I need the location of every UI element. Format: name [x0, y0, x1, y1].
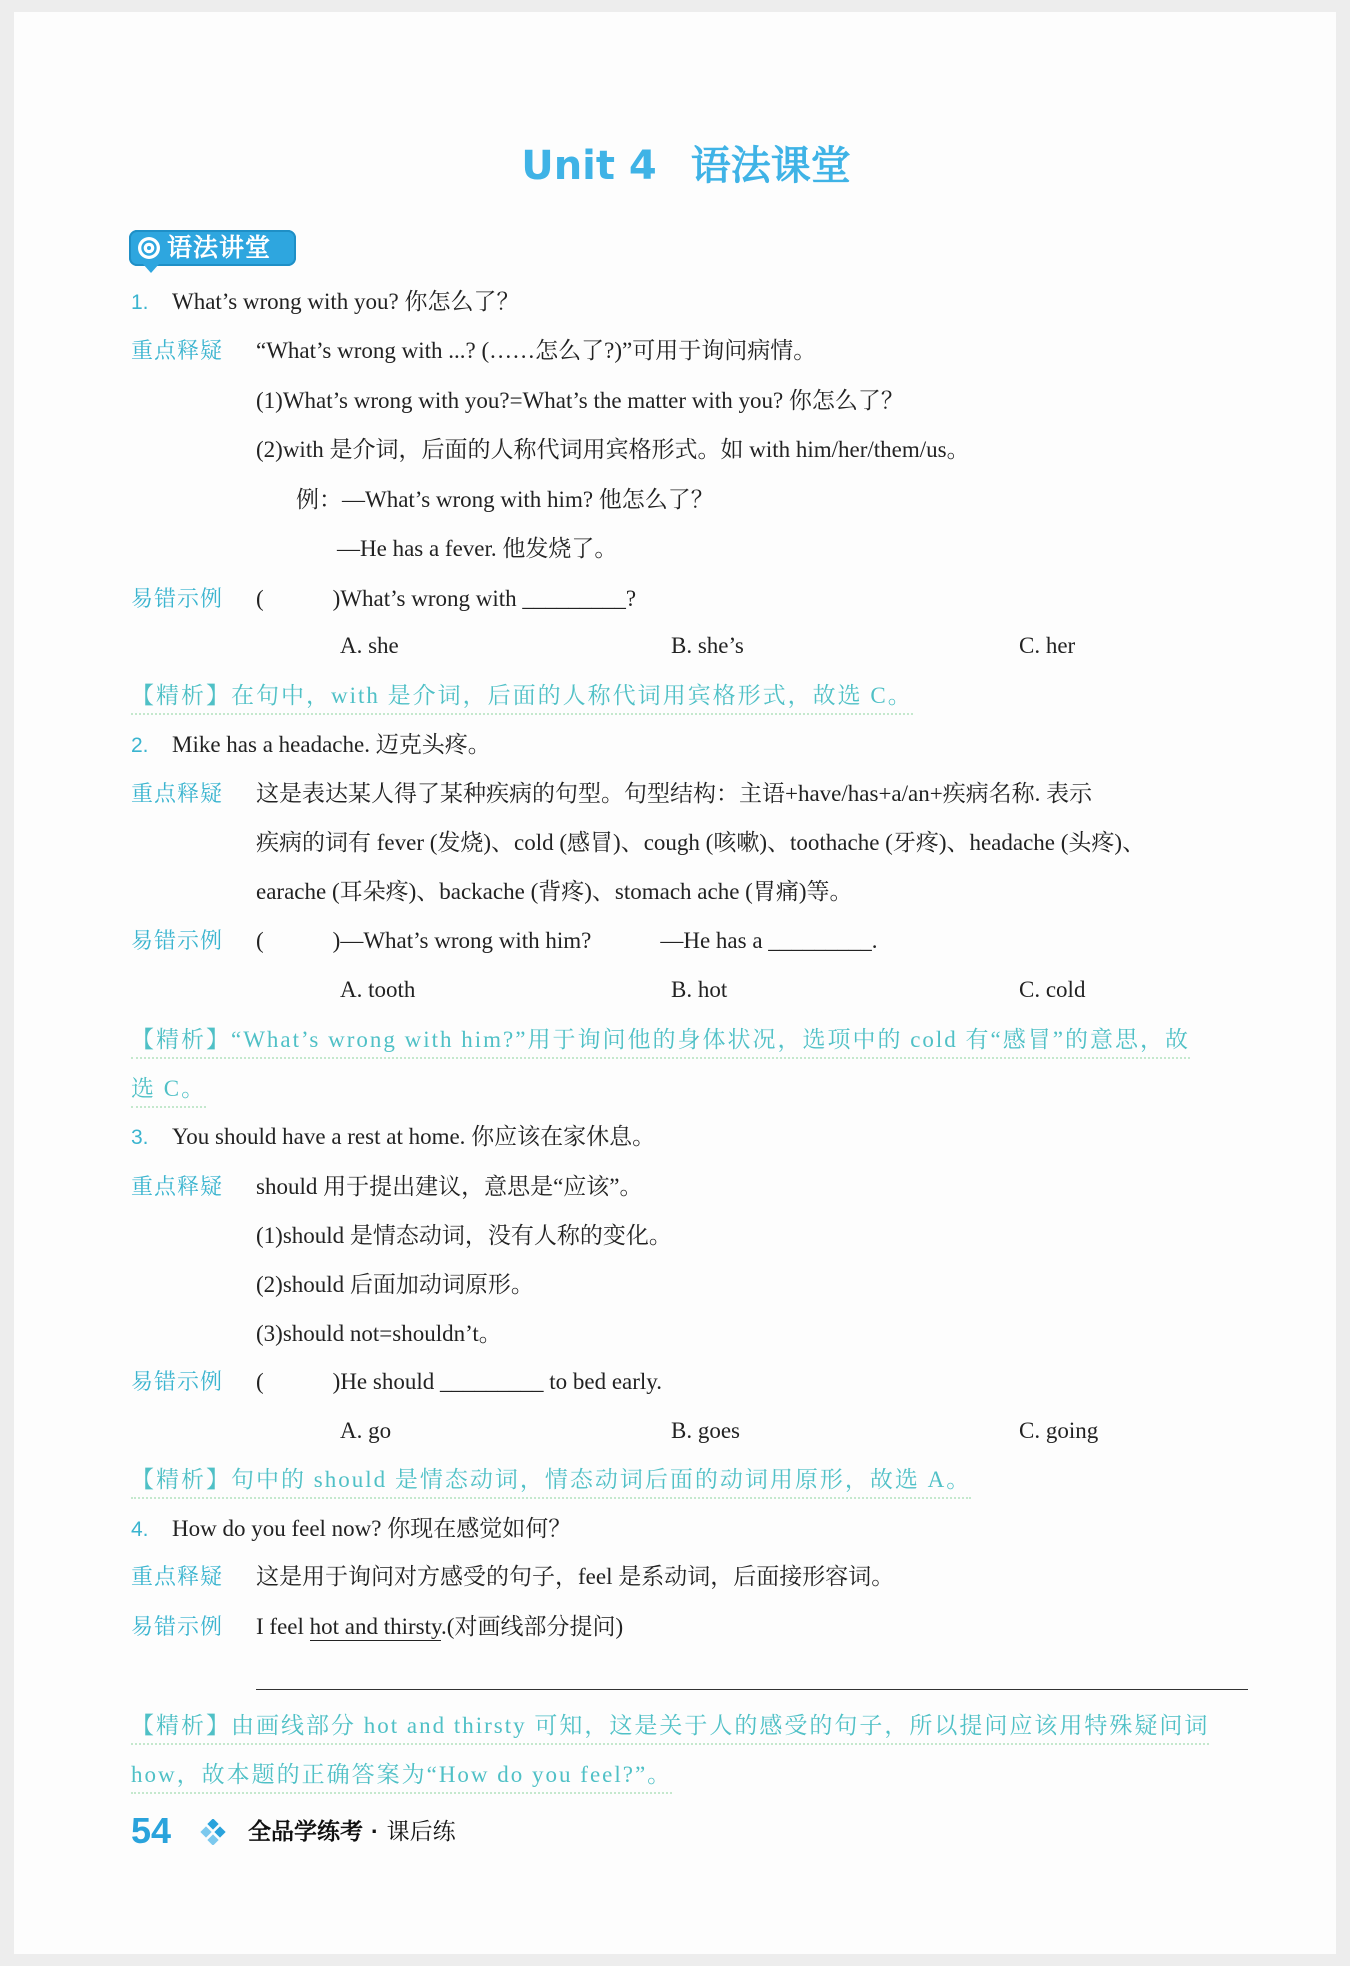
option-a: A. go: [340, 1418, 392, 1443]
item-4-example-row: [131, 1612, 623, 1642]
explain-text: (2)should 后面加动词原形。: [256, 1272, 534, 1297]
chat-bubble-icon: [137, 236, 161, 260]
example-label: 易错示例: [131, 1369, 224, 1394]
answer-blank-line: [256, 1689, 1248, 1690]
item-number: 1.: [131, 291, 149, 314]
footer-series-name: 课后练: [386, 1818, 456, 1844]
analysis-text: 【精析】“What’s wrong with him?”用于询问他的身体状况，选项中的 cold 有“感冒”的意思，故: [131, 1025, 1190, 1059]
explain-text: (2)with 是介词，后面的人称代词用宾格形式。如 with him/her/them/us。: [256, 437, 970, 462]
explain-text: earache (耳朵疼)、backache (背疼)、stomach ache (胃痛)等。: [256, 879, 853, 904]
item-2-heading: [131, 730, 491, 760]
option-b: B. goes: [671, 1418, 740, 1443]
diamond-icon: [200, 1819, 226, 1845]
example-label: 易错示例: [131, 586, 224, 611]
example-label: 易错示例: [131, 928, 224, 953]
title-unit: Unit 4: [521, 143, 657, 189]
example-instruction: .(对画线部分提问): [441, 1614, 624, 1639]
analysis-text: 【精析】在句中，with 是介词，后面的人称代词用宾格形式，故选 C。: [131, 681, 913, 715]
item-1-example-row: [131, 584, 636, 614]
explain-label: 重点释疑: [131, 781, 224, 806]
example-label: 易错示例: [131, 1614, 224, 1639]
item-sentence: How do you feel now? 你现在感觉如何？: [172, 1516, 572, 1541]
explain-example: 例：—What’s wrong with him? 他怎么了？: [296, 487, 714, 512]
item-4-explain-row: [131, 1562, 894, 1592]
option-b: B. she’s: [671, 633, 744, 658]
section-badge-label: 语法讲堂: [167, 234, 272, 262]
explain-text: (3)should not=shouldn’t。: [256, 1321, 502, 1346]
explain-text: 这是用于询问对方感受的句子，feel 是系动词，后面接形容词。: [256, 1564, 895, 1589]
footer-brand: 全品学练考: [248, 1818, 363, 1844]
item-number: 3.: [131, 1126, 149, 1149]
item-3-explain-row: [131, 1172, 643, 1202]
item-4-heading: [131, 1514, 571, 1544]
title-name: 语法课堂: [690, 143, 851, 189]
analysis-text: 选 C。: [131, 1074, 206, 1108]
explain-text: “What’s wrong with ...? (……怎么了?)”可用于询问病情。: [256, 338, 817, 363]
example-question: ( )What’s wrong with _________?: [256, 586, 637, 611]
option-c: C. going: [1019, 1418, 1099, 1443]
item-3-example-row: [131, 1367, 662, 1397]
example-question: ( )He should _________ to bed early.: [256, 1369, 663, 1394]
footer-separator: ·: [371, 1818, 379, 1844]
explain-text: 疾病的词有 fever (发烧)、cold (感冒)、cough (咳嗽)、toothache (牙疼)、headache (头疼)、: [256, 830, 1146, 855]
explain-label: 重点释疑: [131, 1174, 224, 1199]
item-2-explain-row: [131, 779, 1092, 809]
item-3-heading: [131, 1122, 655, 1152]
item-number: 2.: [131, 734, 149, 757]
explain-text: should 用于提出建议，意思是“应该”。: [256, 1174, 643, 1199]
analysis-text: how，故本题的正确答案为“How do you feel?”。: [131, 1760, 672, 1794]
item-sentence: You should have a rest at home. 你应该在家休息。: [172, 1124, 656, 1149]
item-1-heading: [131, 287, 520, 317]
explain-label: 重点释疑: [131, 338, 224, 363]
explain-text: 这是表达某人得了某种疾病的句型。句型结构：主语+have/has+a/an+疾病名称. 表示: [256, 781, 1093, 806]
section-badge: [129, 230, 296, 266]
item-sentence: What’s wrong with you? 你怎么了？: [172, 289, 520, 314]
explain-example: —He has a fever. 他发烧了。: [337, 536, 618, 561]
option-a: A. she: [340, 633, 399, 658]
underlined-phrase: hot and thirsty: [309, 1614, 442, 1639]
explain-text: (1)should 是情态动词，没有人称的变化。: [256, 1223, 672, 1248]
explain-text: (1)What’s wrong with you?=What’s the matter with you? 你怎么了？: [256, 388, 904, 413]
explain-label: 重点释疑: [131, 1564, 224, 1589]
option-b: B. hot: [671, 977, 728, 1002]
example-prefix: I feel: [256, 1614, 304, 1639]
item-1-explain-row: [131, 336, 816, 366]
item-2-example-row: [131, 926, 878, 956]
page-title: [22, 140, 1350, 192]
analysis-text: 【精析】句中的 should 是情态动词，情态动词后面的动词用原形，故选 A。: [131, 1465, 971, 1499]
analysis-text: 【精析】由画线部分 hot and thirsty 可知，这是关于人的感受的句子，所以提问应该用特殊疑问词: [131, 1711, 1209, 1745]
item-sentence: Mike has a headache. 迈克头疼。: [172, 732, 491, 757]
option-a: A. tooth: [340, 977, 416, 1002]
option-c: C. her: [1019, 633, 1076, 658]
footer-series: [248, 1814, 456, 1848]
option-c: C. cold: [1019, 977, 1086, 1002]
example-question: ( )—What’s wrong with him? —He has a _________.: [256, 928, 878, 953]
item-number: 4.: [131, 1518, 149, 1541]
page-number: 54: [131, 1810, 172, 1851]
